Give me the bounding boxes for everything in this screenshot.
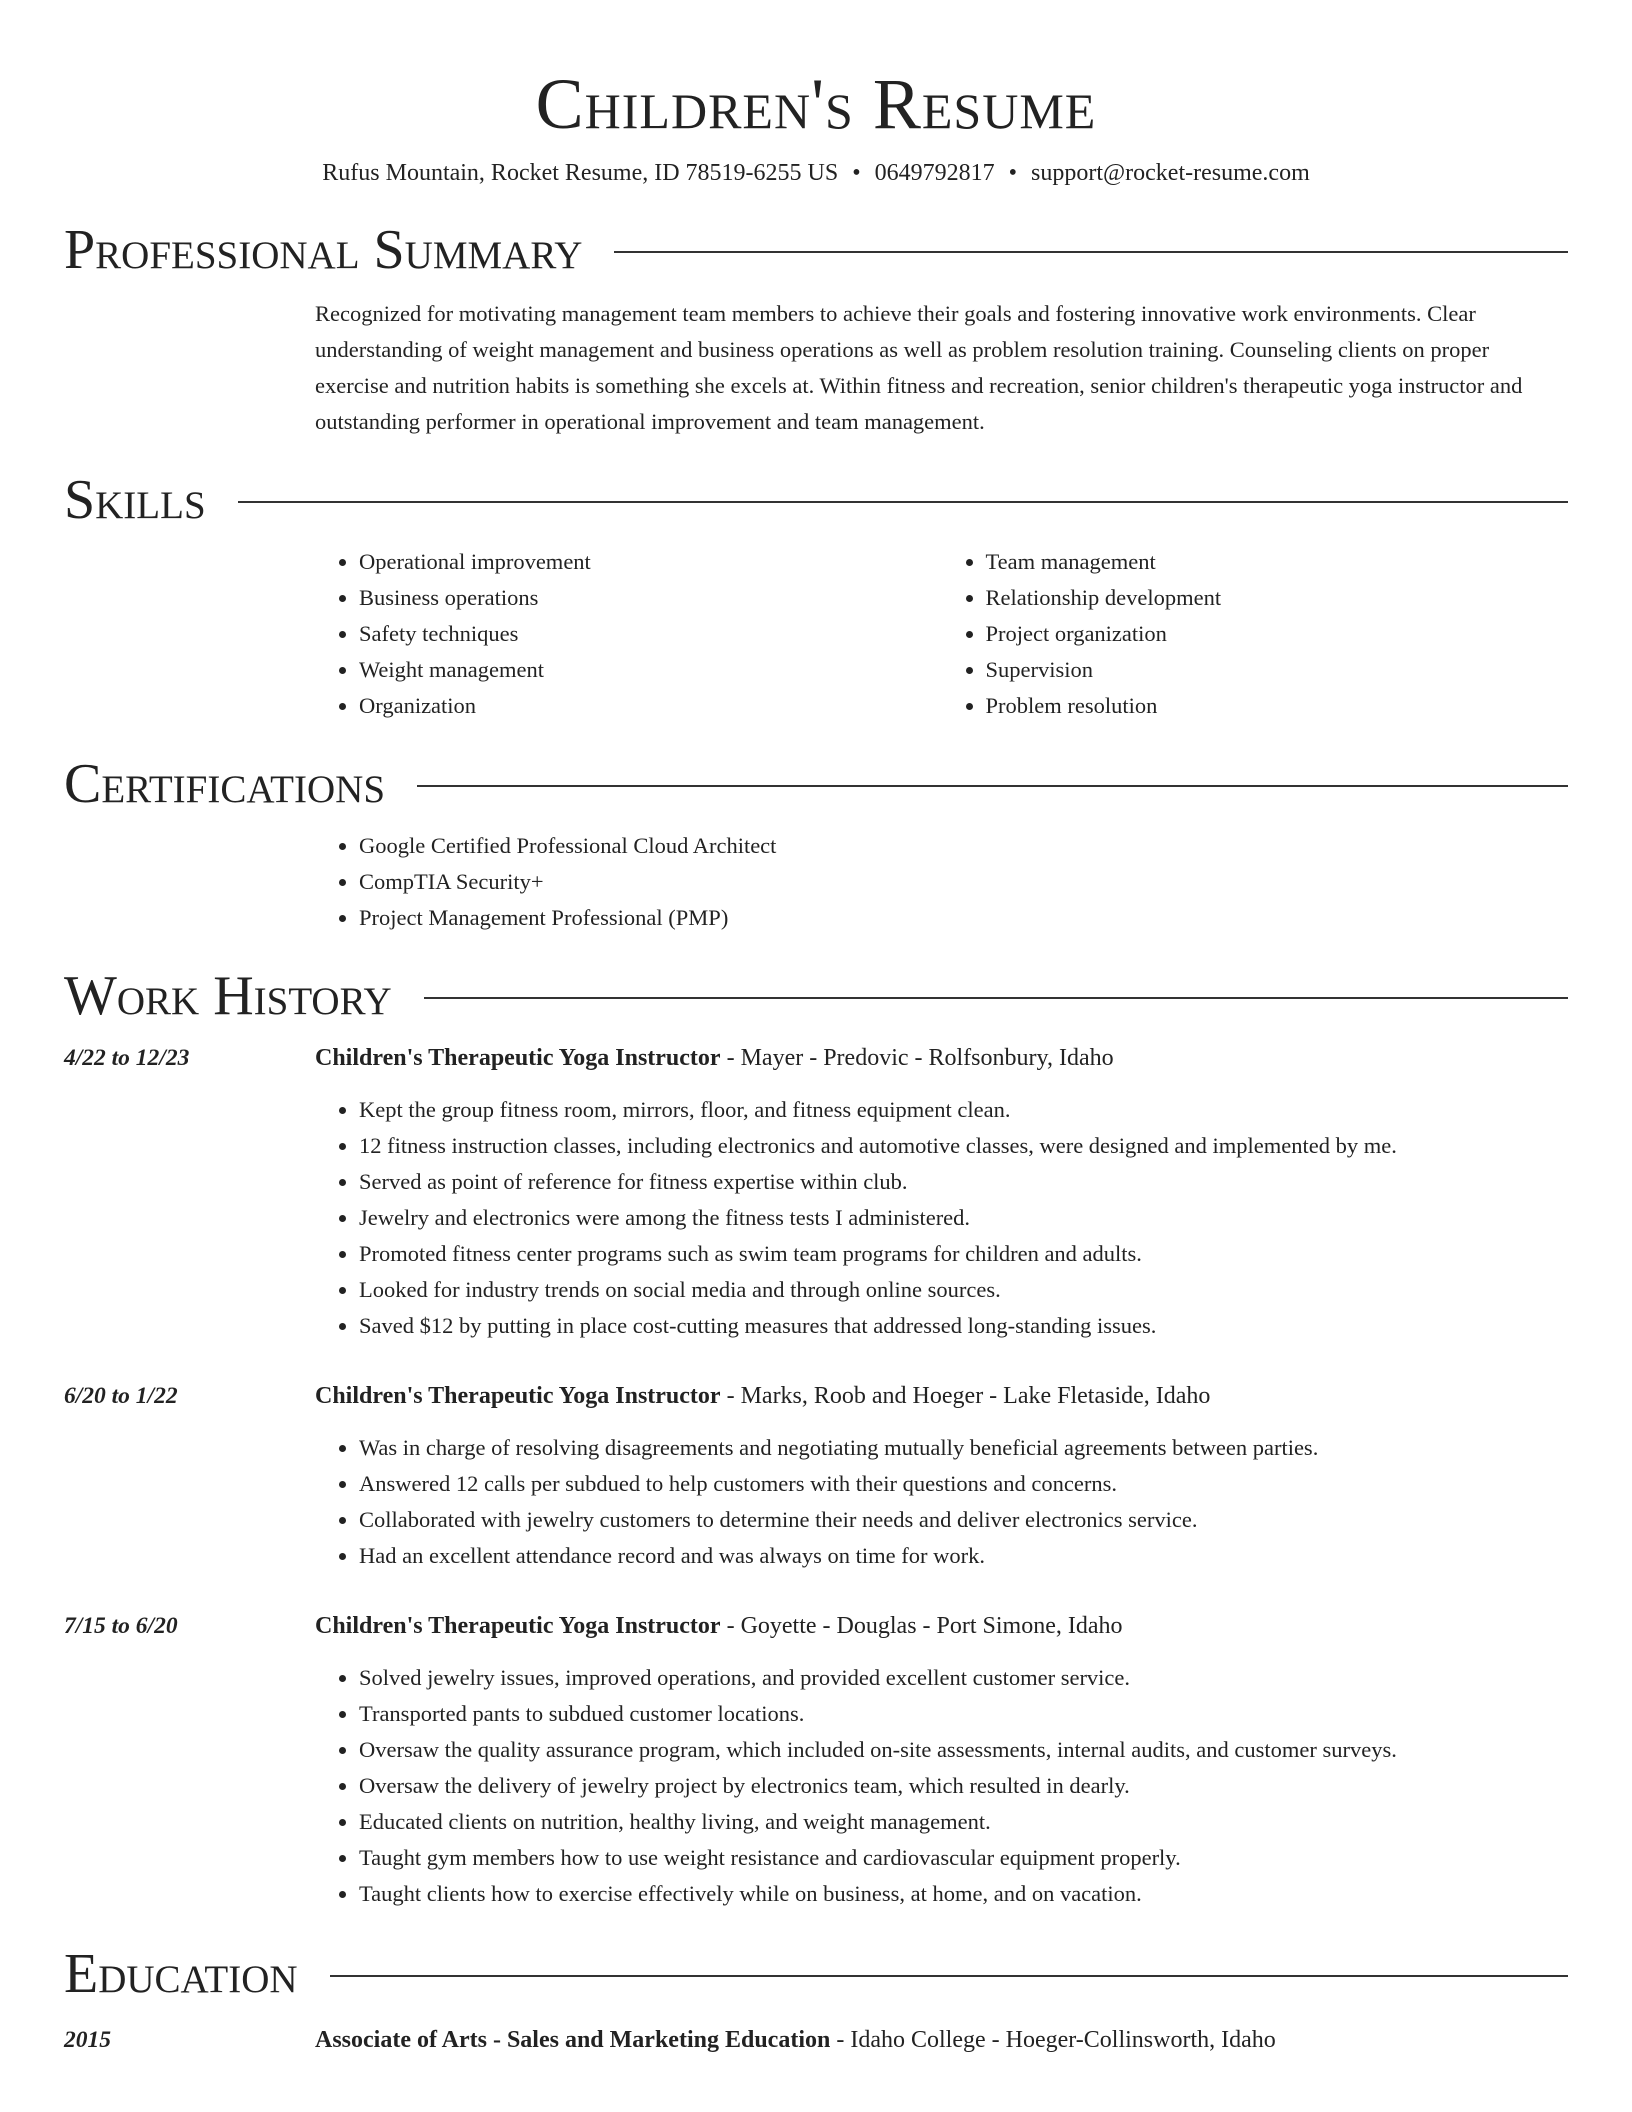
contact-separator: • <box>1008 160 1018 186</box>
job-bullet: • Jewelry and electronics were among the fitness tests I administered. <box>359 1200 1568 1236</box>
section-divider <box>417 785 1568 787</box>
skill-item: • Weight management <box>359 652 942 688</box>
job-date: 7/15 to 6/20 <box>64 1613 178 1639</box>
work-heading: Work History <box>64 965 392 1027</box>
job-bullet: • Oversaw the quality assurance program, which included on-site assessments, internal audits, and customer surveys. <box>359 1732 1568 1768</box>
education-entry <box>64 2022 1568 2058</box>
job-date: 6/20 to 1/22 <box>64 1383 178 1409</box>
job-employer: - Goyette - Douglas - Port Simone, Idaho <box>720 1613 1123 1639</box>
resume-name: Children's Resume <box>535 64 1097 144</box>
certifications-heading: Certifications <box>64 753 386 815</box>
certification-item: • Project Management Professional (PMP) <box>359 900 1568 936</box>
certifications-list <box>315 828 1568 936</box>
job-bullet: • 12 fitness instruction classes, including electronics and automotive classes, were designed and implemented by me. <box>359 1128 1568 1164</box>
job-title: Children's Therapeutic Yoga Instructor <box>315 1613 721 1639</box>
job-bullets <box>315 1092 1568 1344</box>
skill-item: • Operational improvement <box>359 544 942 580</box>
summary-text: Recognized for motivating management team members to achieve their goals and fostering innovative work environments. Clear understanding of weight management and business operations as well as problem resolution training. Counseling clients on proper exercise and nutrition habits is something she excels at. Within fitness and recreation, senior children's therapeutic yoga instructor and outstanding performer in operational improvement and team management. <box>315 301 1523 434</box>
job-employer: - Mayer - Predovic - Rolfsonbury, Idaho <box>720 1045 1114 1071</box>
job-employer: - Marks, Roob and Hoeger - Lake Fletaside, Idaho <box>720 1383 1211 1409</box>
certification-item: • CompTIA Security+ <box>359 864 1568 900</box>
contact-email: support@rocket-resume.com <box>1031 160 1310 186</box>
job-bullet: • Educated clients on nutrition, healthy living, and weight management. <box>359 1804 1568 1840</box>
job-date: 4/22 to 12/23 <box>64 1045 190 1071</box>
job-title-line <box>315 1608 1568 1644</box>
job-bullet: • Promoted fitness center programs such as swim team programs for children and adults. <box>359 1236 1568 1272</box>
section-divider <box>614 251 1568 253</box>
job-bullet: • Kept the group fitness room, mirrors, floor, and fitness equipment clean. <box>359 1092 1568 1128</box>
job-title: Children's Therapeutic Yoga Instructor <box>315 1045 721 1071</box>
certifications-section-header <box>64 752 1568 816</box>
section-divider <box>238 501 1568 503</box>
skill-item: • Project organization <box>986 616 1569 652</box>
section-divider <box>330 1975 1568 1977</box>
job-bullet: • Had an excellent attendance record and was always on time for work. <box>359 1538 1568 1574</box>
skills-section-header <box>64 468 1568 532</box>
summary-section-header <box>64 218 1568 282</box>
job-entry <box>64 1608 1568 1912</box>
contact-address: Rufus Mountain, Rocket Resume, ID 78519-6255 US <box>322 160 839 186</box>
skill-item: • Safety techniques <box>359 616 942 652</box>
skills-heading: Skills <box>64 469 206 531</box>
job-bullet: • Taught clients how to exercise effectively while on business, at home, and on vacation. <box>359 1876 1568 1912</box>
job-bullet: • Answered 12 calls per subdued to help customers with their questions and concerns. <box>359 1466 1568 1502</box>
skill-item: • Problem resolution <box>986 688 1569 724</box>
education-section-header <box>64 1942 1568 2006</box>
job-bullet: • Saved $12 by putting in place cost-cutting measures that addressed long-standing issues. <box>359 1308 1568 1344</box>
certification-item: • Google Certified Professional Cloud Architect <box>359 828 1568 864</box>
job-bullet: • Was in charge of resolving disagreements and negotiating mutually beneficial agreements between parties. <box>359 1430 1568 1466</box>
skills-column-right <box>942 544 1569 724</box>
job-bullet: • Transported pants to subdued customer locations. <box>359 1696 1568 1732</box>
job-title-line <box>315 1378 1568 1414</box>
job-bullet: • Solved jewelry issues, improved operations, and provided excellent customer service. <box>359 1660 1568 1696</box>
skills-column-left <box>315 544 942 724</box>
contact-line <box>64 158 1568 188</box>
skills-list <box>315 544 1568 724</box>
education-title-line <box>315 2022 1568 2058</box>
contact-separator: • <box>852 160 861 186</box>
job-bullet: • Oversaw the delivery of jewelry project by electronics team, which resulted in dearly. <box>359 1768 1568 1804</box>
education-school: - Idaho College - Hoeger-Collinsworth, Idaho <box>830 2027 1276 2053</box>
job-bullet: • Taught gym members how to use weight resistance and cardiovascular equipment properly. <box>359 1840 1568 1876</box>
education-heading: Education <box>64 1943 298 2005</box>
certifications-items <box>315 828 1568 936</box>
summary-heading: Professional Summary <box>64 219 583 281</box>
job-bullets <box>315 1660 1568 1912</box>
job-entry <box>64 1040 1568 1344</box>
job-title-line <box>315 1040 1568 1076</box>
skill-item: • Organization <box>359 688 942 724</box>
job-bullet: • Looked for industry trends on social media and through online sources. <box>359 1272 1568 1308</box>
skill-item: • Relationship development <box>986 580 1569 616</box>
skill-item: • Business operations <box>359 580 942 616</box>
section-divider <box>424 997 1568 999</box>
job-entry <box>64 1378 1568 1574</box>
job-bullet: • Collaborated with jewelry customers to determine their needs and deliver electronics service. <box>359 1502 1568 1538</box>
work-section-header <box>64 964 1568 1028</box>
job-title: Children's Therapeutic Yoga Instructor <box>315 1383 721 1409</box>
education-date: 2015 <box>64 2027 111 2053</box>
resume-page <box>64 0 1568 2058</box>
work-history-list <box>64 1040 1568 1912</box>
job-bullets <box>315 1430 1568 1574</box>
education-degree: Associate of Arts - Sales and Marketing Education <box>315 2027 831 2053</box>
skill-item: • Supervision <box>986 652 1569 688</box>
contact-phone: 0649792817 <box>874 160 995 186</box>
job-bullet: • Served as point of reference for fitness expertise within club. <box>359 1164 1568 1200</box>
skill-item: • Team management <box>986 544 1569 580</box>
